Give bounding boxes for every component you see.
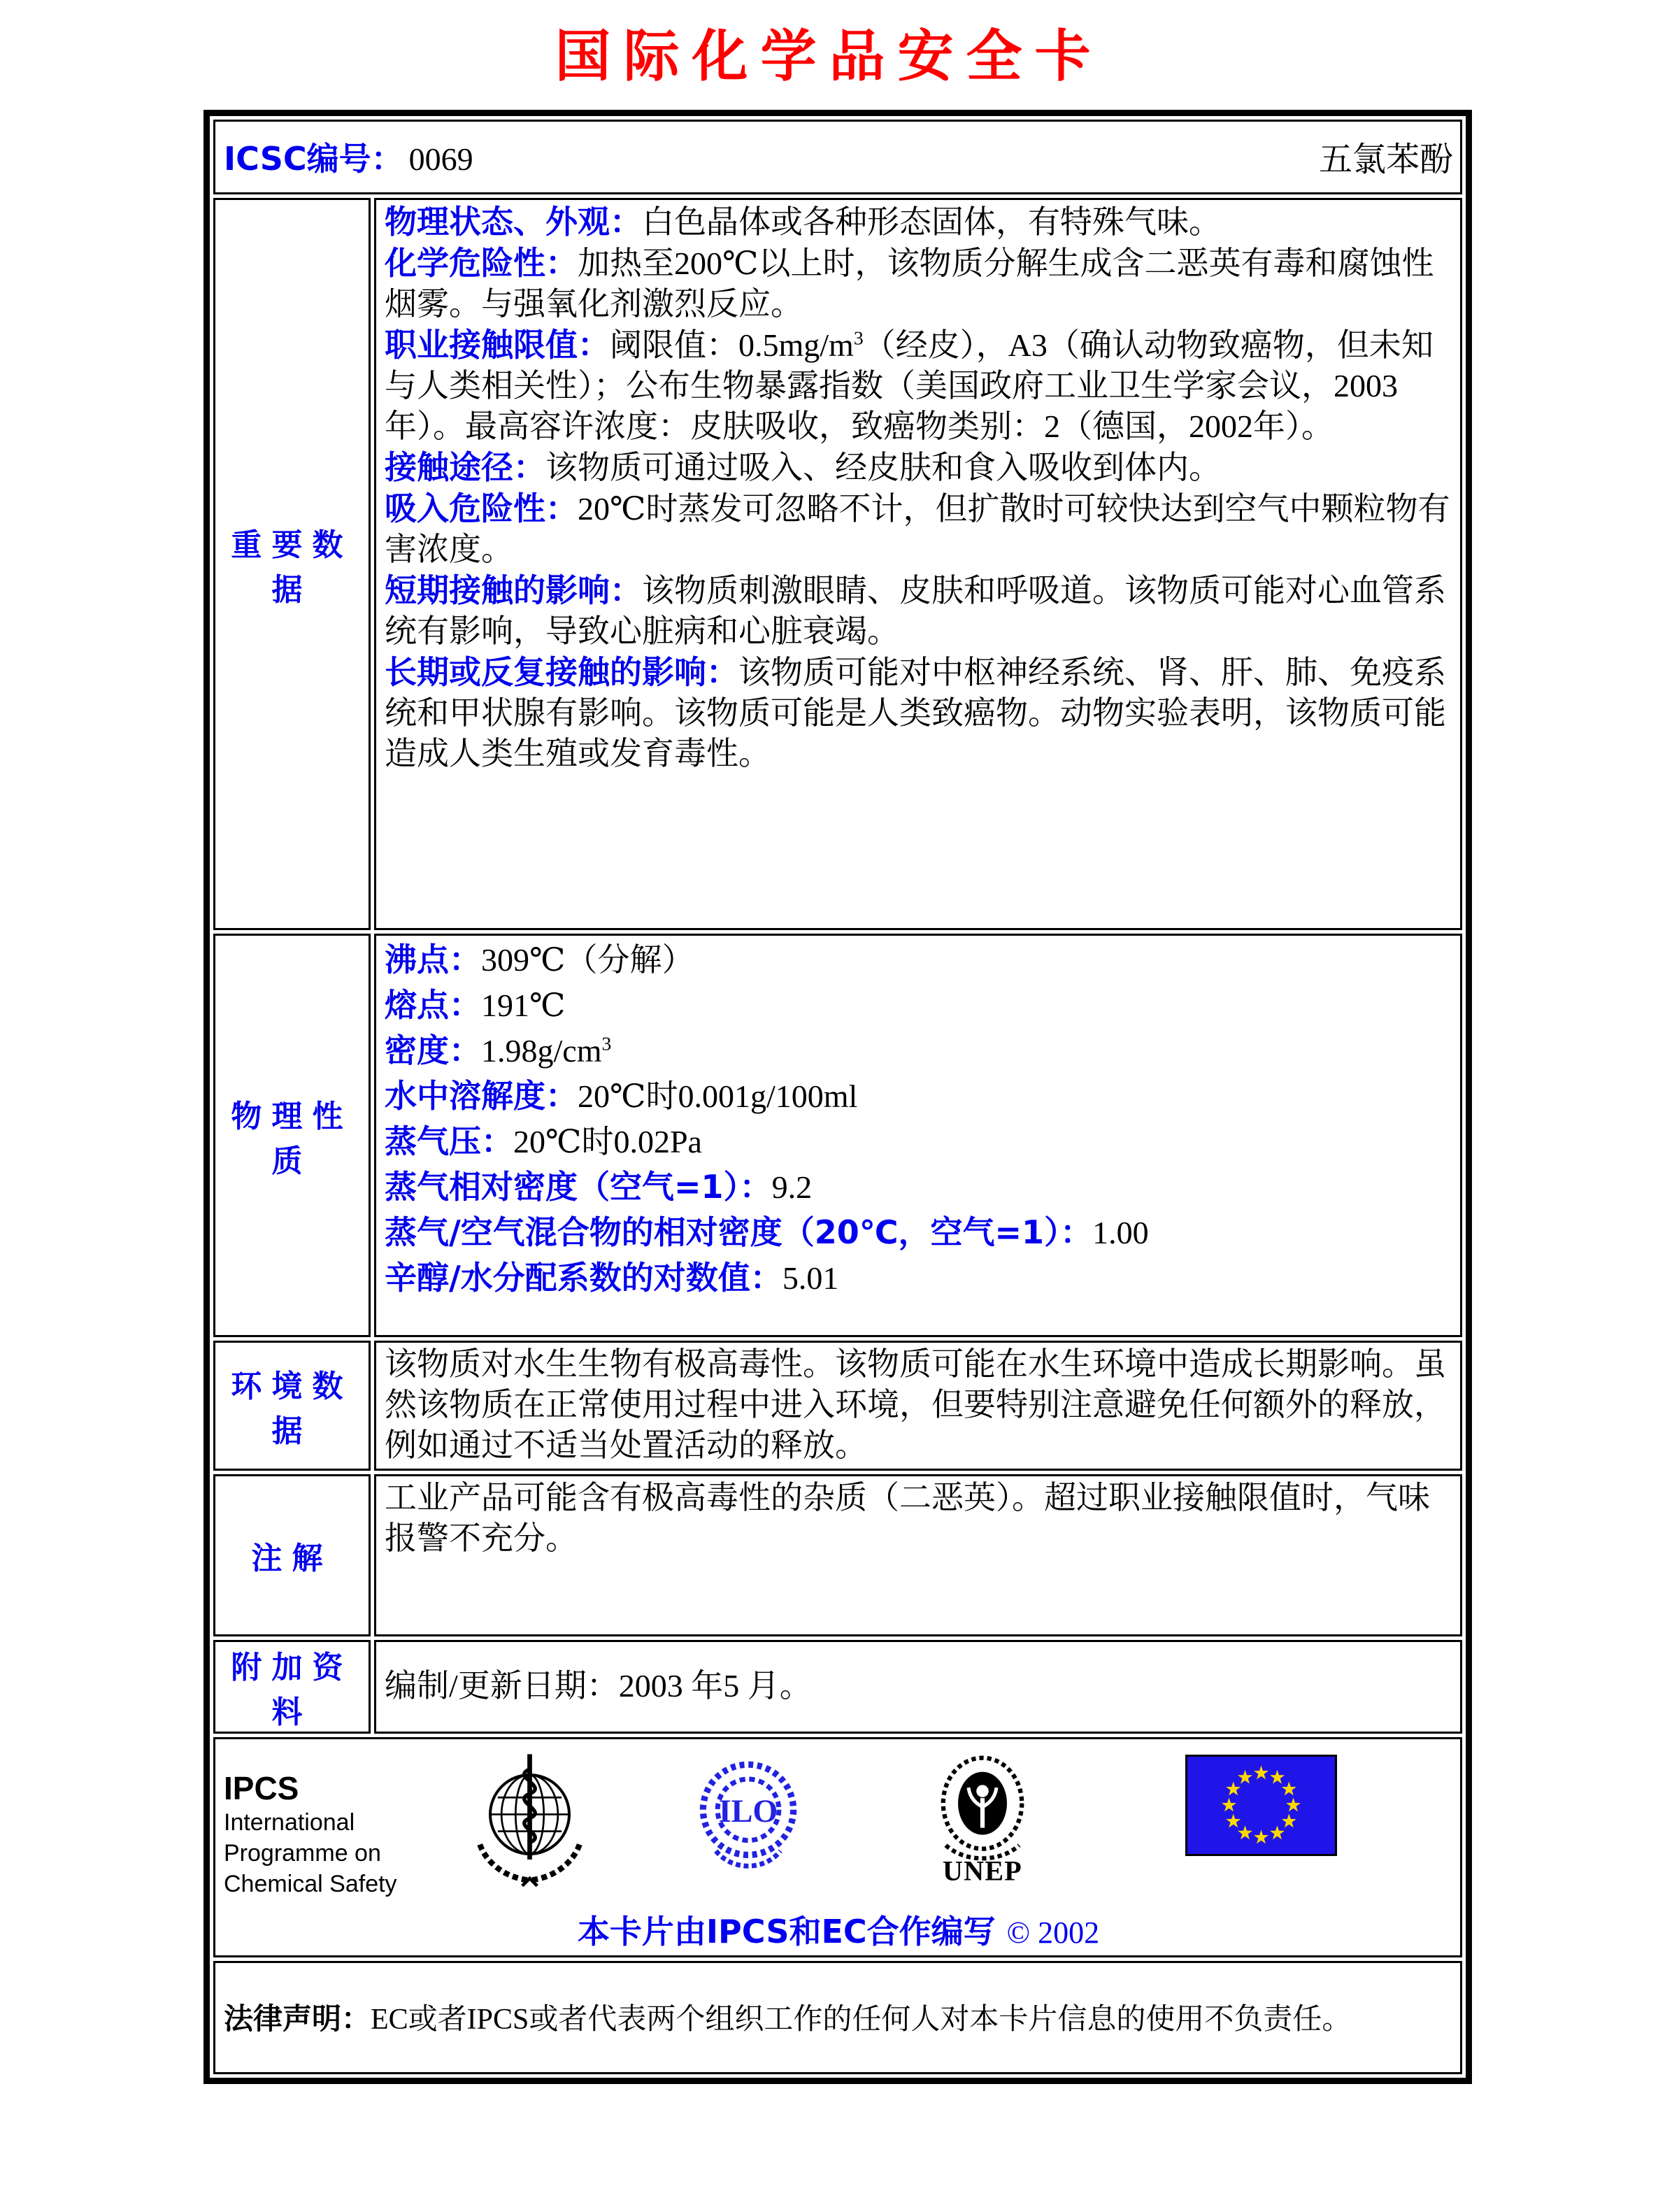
superscript-text: 3 — [601, 1032, 612, 1055]
logos-strip — [224, 1741, 1453, 1899]
important-data-row — [213, 198, 1462, 930]
logos-row — [213, 1737, 1462, 1957]
ipcs-subtitle-line: Programme on — [224, 1839, 381, 1867]
property-label: 沸点： — [385, 941, 481, 978]
copyright-year: © 2002 — [1006, 1915, 1100, 1950]
important-data-content — [374, 198, 1462, 930]
legal-notice-cell — [213, 1961, 1462, 2074]
property-line — [385, 201, 1453, 243]
card-header-row — [213, 120, 1462, 194]
property-label: 辛醇/水分配系数的对数值： — [385, 1259, 782, 1297]
superscript-text: 3 — [853, 327, 864, 349]
chemical-name: 五氯苯酚 — [1318, 141, 1453, 178]
ilo-emblem-icon — [696, 1750, 801, 1887]
row-label-important-data: 重要数据 — [213, 198, 371, 930]
property-text: 20℃时蒸发可忽略不计，但扩散时可较快达到空气中颗粒物有害浓度。 — [385, 491, 1450, 567]
property-label: 短期接触的影响： — [385, 571, 642, 609]
cooperation-caption — [224, 1906, 1453, 1953]
ipcs-title: IPCS — [224, 1770, 299, 1806]
page-title: 国际化学品安全卡 — [555, 24, 1103, 89]
property-line — [385, 1119, 1453, 1164]
property-text: 加热至200℃以上时，该物质分解生成含二恶英有毒和腐蚀性烟雾。与强氧化剂激烈反应。 — [385, 245, 1434, 322]
property-line — [385, 1164, 1453, 1210]
environmental-data-content — [374, 1341, 1462, 1471]
unep-letters: UNEP — [943, 1855, 1022, 1887]
property-line — [385, 1210, 1453, 1255]
property-label: 物理状态、外观： — [385, 203, 642, 241]
legal-notice-label: 法律声明： — [224, 2001, 371, 2036]
property-label: 长期或反复接触的影响： — [385, 653, 738, 691]
property-label: 蒸气相对密度（空气=1）： — [385, 1168, 772, 1206]
ipcs-subtitle-line: International — [224, 1808, 355, 1836]
property-line — [385, 937, 1453, 983]
logos-cell — [213, 1737, 1462, 1957]
row-label-additional-info: 附加资料 — [213, 1640, 371, 1734]
row-label-physical-properties: 物理性质 — [213, 934, 371, 1337]
property-line — [385, 652, 1453, 774]
property-text: （经皮），A3（确认动物致癌物，但未知与人类相关性）；公布生物暴露指数（美国政府工业卫生学家会议，2003年）。最高容许浓度：皮肤吸收，致癌物类别：2（德国，2002年）。 — [385, 327, 1434, 444]
physical-properties-row — [213, 934, 1462, 1337]
property-text: 1.00 — [1092, 1215, 1149, 1250]
additional-info-content — [374, 1640, 1462, 1734]
additional-info-row — [213, 1640, 1462, 1734]
property-label: 吸入危险性： — [385, 490, 578, 527]
ipcs-subtitle-line: Chemical Safety — [224, 1870, 397, 1897]
additional-info-text: 编制/更新日期：2003 年5 月。 — [385, 1668, 812, 1704]
icsc-number-group — [224, 134, 473, 180]
property-label: 职业接触限值： — [385, 326, 610, 364]
who-emblem-icon — [469, 1750, 591, 1887]
legal-notice-text: EC或者IPCS或者代表两个组织工作的任何人对本卡片信息的使用不负责任。 — [371, 2003, 1352, 2036]
property-text: 该物质刺激眼睛、皮肤和呼吸道。该物质可能对心血管系统有影响，导致心脏病和心脏衰竭。 — [385, 573, 1446, 649]
eu-flag-icon — [1185, 1755, 1337, 1856]
property-label: 水中溶解度： — [385, 1077, 578, 1115]
card-header-cell — [213, 120, 1462, 194]
property-text: 309℃（分解） — [481, 942, 694, 978]
property-text: 191℃ — [481, 987, 566, 1023]
ipcs-block — [224, 1770, 413, 1899]
icsc-number-label: ICSC编号： — [224, 139, 403, 178]
row-label-environmental-data: 环境数据 — [213, 1341, 371, 1471]
property-label: 蒸气压： — [385, 1122, 513, 1160]
notes-row — [213, 1474, 1462, 1636]
property-text: 20℃时0.001g/100ml — [578, 1078, 858, 1114]
cooperation-caption-text: 本卡片由IPCS和EC合作编写 — [577, 1912, 996, 1950]
icsc-card-table — [203, 110, 1472, 2084]
property-text: 该物质可通过吸入、经皮肤和食入吸收到体内。 — [545, 450, 1221, 485]
environmental-data-row — [213, 1341, 1462, 1471]
property-text: 1.98g/cm — [481, 1033, 602, 1069]
property-label: 蒸气/空气混合物的相对密度（20℃，空气=1）： — [385, 1213, 1093, 1251]
property-line — [385, 447, 1453, 488]
property-text: 20℃时0.02Pa — [513, 1124, 702, 1159]
icsc-number-value: 0069 — [408, 141, 473, 177]
property-line — [385, 1073, 1453, 1119]
property-text: 白色晶体或各种形态固体，有特殊气味。 — [642, 204, 1221, 240]
ilo-letters: ILO — [718, 1793, 778, 1829]
property-text: 阈限值：0.5mg/m — [610, 327, 854, 363]
physical-properties-content — [374, 934, 1462, 1337]
row-label-notes: 注解 — [213, 1474, 371, 1636]
legal-notice-row — [213, 1961, 1462, 2074]
property-line — [385, 570, 1453, 652]
property-label: 密度： — [385, 1032, 481, 1069]
card-header — [224, 132, 1453, 180]
property-text: 5.01 — [782, 1260, 839, 1296]
notes-content — [374, 1474, 1462, 1636]
property-label: 化学危险性： — [385, 244, 578, 282]
property-line — [385, 1255, 1453, 1301]
property-line — [385, 1028, 1453, 1073]
property-text: 9.2 — [771, 1169, 813, 1205]
property-line — [385, 488, 1453, 570]
property-line — [385, 243, 1453, 324]
property-text: 该物质可能对中枢神经系统、肾、肝、肺、免疫系统和甲状腺有影响。该物质可能是人类致癌物。动物实验表明，该物质可能造成人类生殖或发育毒性。 — [385, 655, 1446, 771]
property-line — [385, 983, 1453, 1028]
property-line — [385, 324, 1453, 447]
notes-text: 工业产品可能含有极高毒性的杂质（二恶英）。超过职业接触限值时，气味报警不充分。 — [385, 1480, 1430, 1556]
legal-notice — [224, 1996, 1453, 2038]
environmental-data-text: 该物质对水生生物有极高毒性。该物质可能在水生环境中造成长期影响。虽然该物质在正常使用过程中进入环境，但要特别注意避免任何额外的释放，例如通过不适当处置活动的释放。 — [385, 1346, 1446, 1463]
property-label: 接触途径： — [385, 448, 545, 486]
property-label: 熔点： — [385, 986, 481, 1024]
unep-emblem-icon — [930, 1750, 1035, 1887]
